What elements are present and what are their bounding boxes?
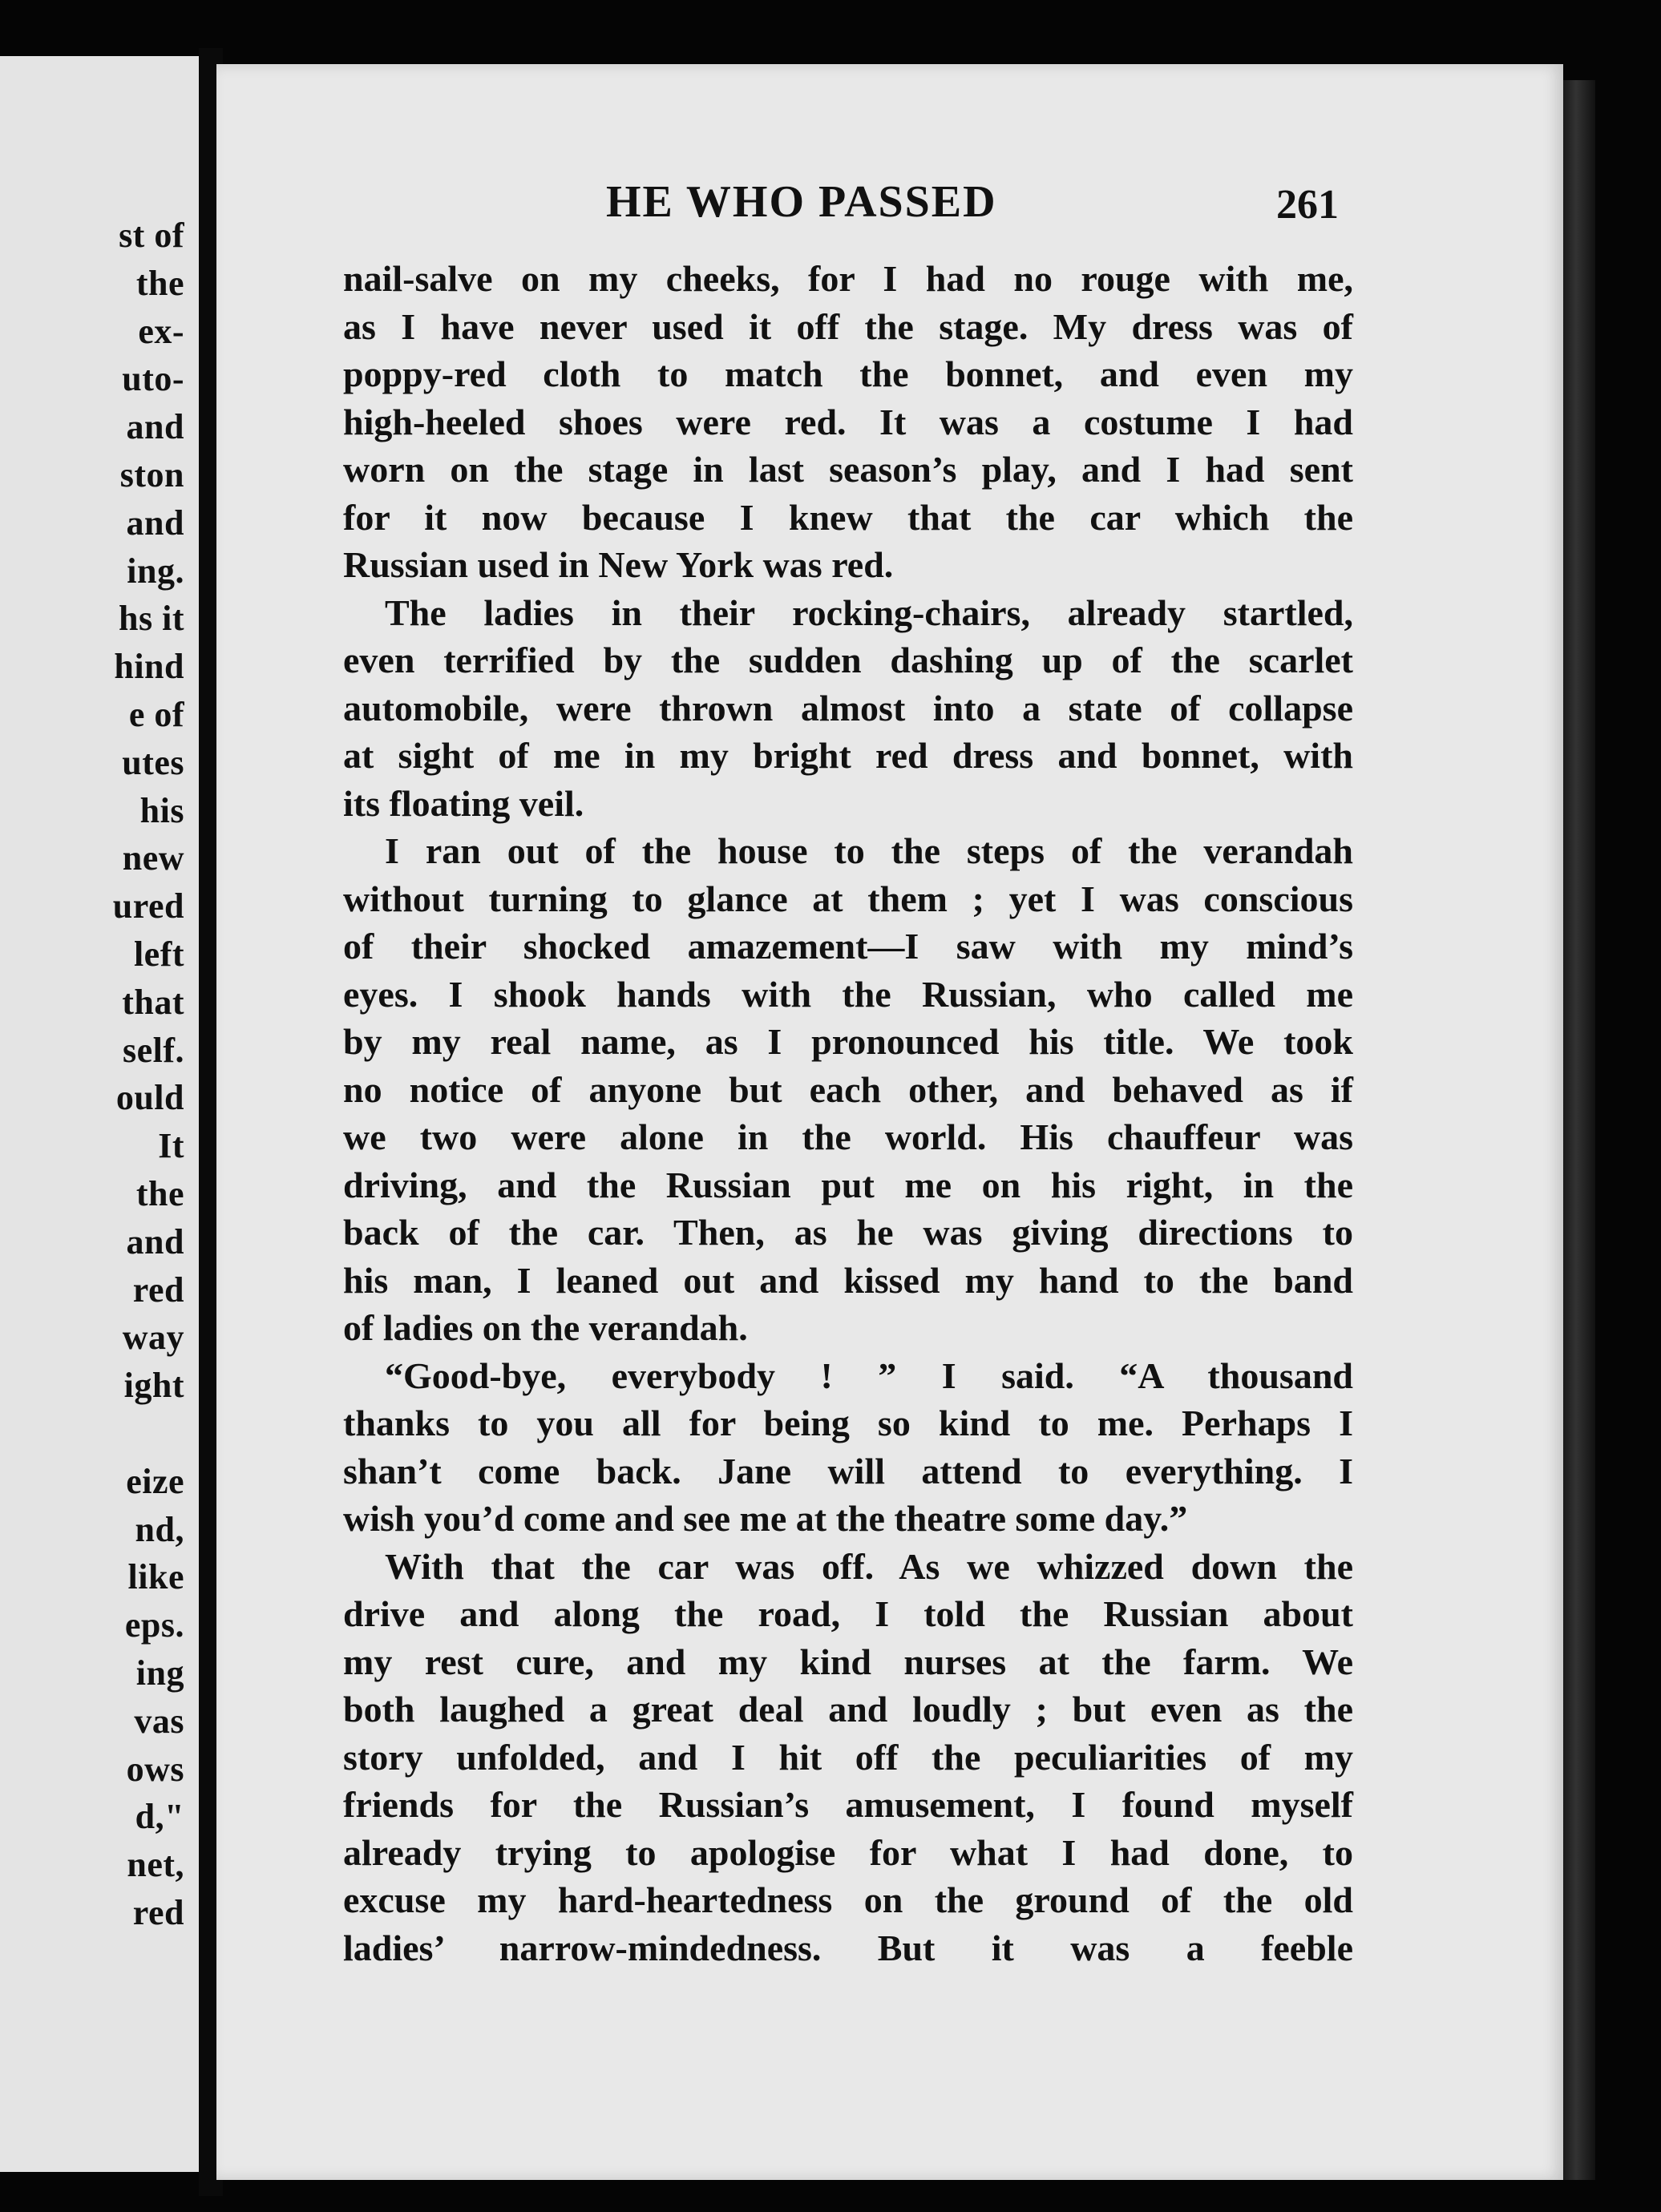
text-line: drive and along the road, I told the Russian about — [343, 1593, 1353, 1634]
text-line: high-heeled shoes were red. It was a costume I had — [343, 401, 1353, 442]
left-page-line: d," — [135, 1797, 184, 1837]
text-line: of their shocked amazement—I saw with my mind’s — [343, 926, 1353, 967]
left-page-line: the — [135, 1174, 184, 1213]
left-page-line: self. — [122, 1030, 184, 1070]
text-line: story unfolded, and I hit off the peculiarities of my — [343, 1736, 1353, 1778]
text-line: of ladies on the verandah. — [343, 1307, 748, 1348]
text-line: thanks to you all for being so kind to me. Perhaps I — [343, 1403, 1353, 1443]
text-line: ladies’ narrow-mindedness. But it was a feeble — [343, 1927, 1353, 1968]
left-page-line: e of — [128, 695, 184, 734]
left-page-line: the — [135, 263, 184, 303]
text-line: With that the car was off. As we whizzed down the — [385, 1545, 1353, 1587]
text-line: poppy-red cloth to match the bonnet, and even my — [343, 353, 1353, 394]
left-page-line: like — [127, 1557, 184, 1597]
text-line: at sight of me in my bright red dress and bonnet, with — [343, 735, 1353, 776]
left-page-line: net, — [127, 1845, 184, 1885]
text-line: excuse my hard-heartedness on the ground of the old — [343, 1879, 1353, 1920]
left-page-line: eize — [126, 1461, 184, 1501]
text-line: worn on the stage in last season’s play, and I had sent — [343, 449, 1353, 490]
text-line: driving, and the Russian put me on his right, in the — [343, 1164, 1353, 1205]
left-page-line: hind — [114, 647, 184, 687]
text-line: nail-salve on my cheeks, for I had no rouge with me, — [343, 258, 1353, 299]
left-page-line: eps. — [124, 1605, 184, 1645]
text-line: we two were alone in the world. His chauffeur was — [343, 1116, 1353, 1157]
text-line: already trying to apologise for what I had done, to — [343, 1831, 1353, 1873]
text-line: “Good-bye, everybody ! ” I said. “A thousand — [385, 1354, 1353, 1396]
left-page-line: red — [132, 1893, 184, 1932]
text-line: I ran out of the house to the steps of the verandah — [385, 830, 1353, 871]
left-page-line: It — [158, 1126, 184, 1166]
left-page-line: new — [122, 838, 184, 878]
body-text — [343, 255, 1353, 1972]
left-page-line: way — [122, 1318, 184, 1358]
left-page-line: red — [132, 1269, 184, 1310]
left-page-line: ight — [123, 1366, 184, 1406]
left-page-line: hs it — [119, 599, 184, 639]
left-page-line: ows — [126, 1749, 184, 1789]
left-page-line: ex- — [138, 311, 184, 351]
left-page-line: ing — [135, 1653, 184, 1693]
text-line: his man, I leaned out and kissed my hand to the band — [343, 1259, 1353, 1301]
text-line: shan’t come back. Jane will attend to everything. I — [343, 1450, 1353, 1491]
text-line: my rest cure, and my kind nurses at the farm. We — [343, 1641, 1353, 1682]
text-line: automobile, were thrown almost into a state of collapse — [343, 687, 1353, 729]
text-line: back of the car. Then, as he was giving directions to — [343, 1212, 1353, 1253]
left-page-line: nd, — [135, 1509, 184, 1549]
left-page-line: ould — [115, 1078, 184, 1118]
left-page-line: ing. — [127, 551, 184, 591]
left-page-line: uto- — [122, 359, 184, 399]
text-line: for it now because I knew that the car which the — [343, 496, 1353, 538]
left-page-line: that — [122, 982, 184, 1022]
text-line: no notice of anyone but each other, and behaved as if — [343, 1068, 1353, 1110]
left-page-line: left — [133, 934, 184, 974]
text-line: even terrified by the sudden dashing up of the scarlet — [343, 640, 1353, 680]
left-page-line: st of — [119, 216, 184, 255]
left-page-line: vas — [134, 1701, 184, 1741]
text-line: its floating veil. — [343, 782, 584, 824]
left-page-line: and — [126, 503, 184, 543]
text-line: friends for the Russian’s amusement, I found myself — [343, 1784, 1353, 1825]
left-page-line: utes — [122, 742, 184, 782]
text-line: without turning to glance at them ; yet I was conscious — [343, 878, 1353, 919]
page-edge — [1563, 80, 1595, 2180]
left-page-line: and — [126, 407, 184, 447]
page-number: 261 — [1276, 182, 1339, 228]
left-page-fragment — [0, 56, 199, 2172]
running-title: HE WHO PASSED — [606, 177, 997, 227]
left-page-line: his — [139, 790, 184, 830]
text-line: as I have never used it off the stage. My dress was of — [343, 305, 1353, 347]
left-page-line: and — [126, 1221, 184, 1261]
text-line: eyes. I shook hands with the Russian, who called me — [343, 973, 1353, 1015]
text-line: The ladies in their rocking-chairs, already startled, — [385, 591, 1353, 633]
text-line: Russian used in New York was red. — [343, 544, 894, 585]
left-page-line: ured — [112, 886, 184, 926]
text-line: wish you’d come and see me at the theatre some day.” — [343, 1498, 1188, 1539]
text-line: both laughed a great deal and loudly ; but even as the — [343, 1689, 1353, 1730]
text-line: by my real name, as I pronounced his title. We took — [343, 1021, 1353, 1062]
left-page-line: ston — [119, 455, 184, 494]
